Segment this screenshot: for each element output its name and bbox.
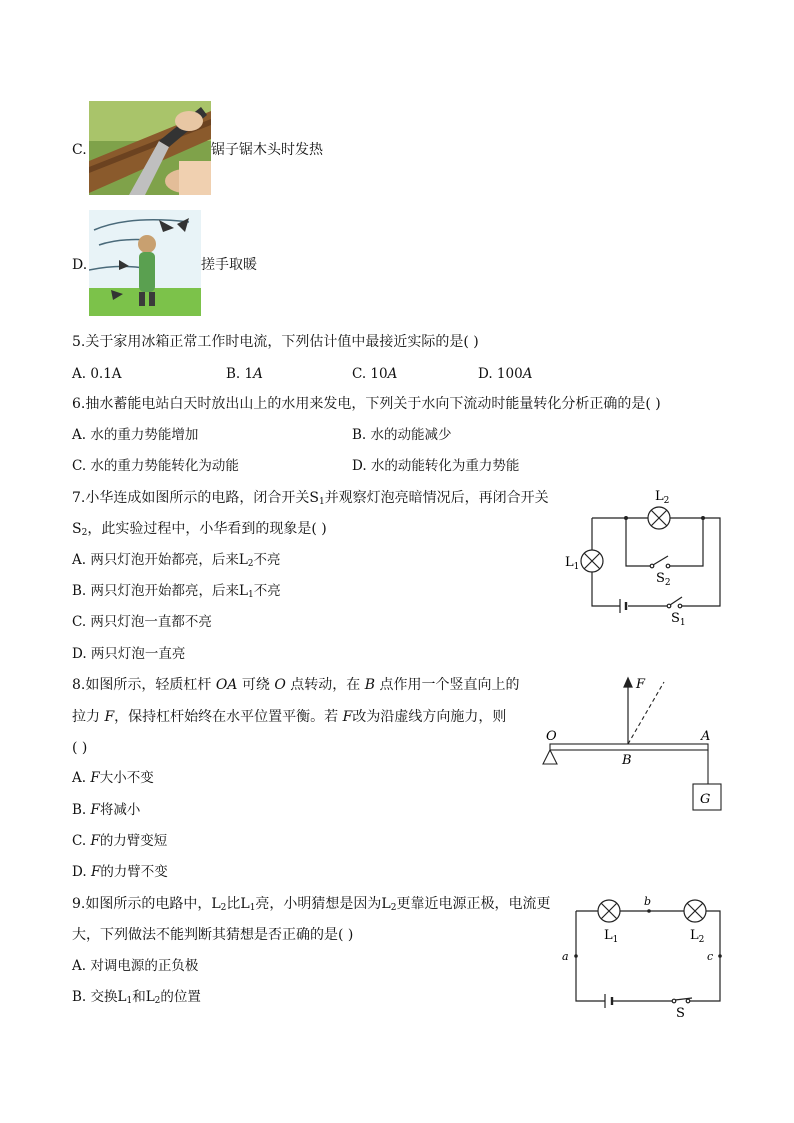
rub-hands-image	[89, 210, 201, 316]
saw-wood-image	[89, 101, 211, 195]
q8-option-b: B. F将减小	[72, 802, 141, 818]
label-f: F	[636, 677, 646, 692]
label-b: B	[622, 753, 632, 768]
point-a-dot	[574, 954, 578, 958]
q9-option-b: B. 交换$L_1$和$L_2$的位置	[72, 989, 201, 1006]
q8-stem-line1: 8.如图所示，轻质杠杆 OA 可绕 O 点转动，在 B 点作用一个竖直向上的	[72, 677, 520, 693]
point-b-dot	[647, 909, 651, 913]
option-d-text: 搓手取暖	[201, 257, 257, 273]
q9-stem-line2: 大，下列做法不能判断其猜想是否正确的是( )	[72, 927, 354, 943]
label-l1: $L_1$	[565, 555, 580, 572]
q7-option-b: B. 两只灯泡开始都亮，后来$L_1$不亮	[72, 583, 281, 600]
dashed-force-line	[628, 682, 664, 744]
q6-stem: 6.抽水蓄能电站白天时放出山上的水用来发电，下列关于水向下流动时能量转化分析正确的是( )	[72, 396, 661, 412]
option-d-label: D.	[72, 257, 88, 273]
q7-option-c: C. 两只灯泡一直都不亮	[72, 614, 212, 630]
q9-option-a: A. 对调电源的正负极	[72, 958, 199, 974]
q7-option-a: A. 两只灯泡开始都亮，后来$L_2$不亮	[72, 552, 281, 569]
q7-stem-line1: 7.小华连成如图所示的电路，闭合开关$S_1$并观察灯泡亮暗情况后，再闭合开关	[72, 490, 549, 507]
lamp-l1-icon	[598, 900, 620, 922]
label-l2: $L_2$	[690, 928, 705, 945]
q7-stem-line2: $S_2$，此实验过程中，小华看到的现象是( )	[72, 521, 327, 538]
label-a: A	[701, 729, 711, 744]
junction-dot	[624, 516, 628, 520]
q8-stem-line2: 拉力 F，保持杠杆始终在水平位置平衡。若 F改为沿虚线方向施力，则	[72, 709, 507, 725]
q8-stem-line3: ( )	[72, 740, 88, 756]
pivot-triangle	[543, 750, 557, 764]
q7-circuit-diagram	[560, 484, 740, 630]
q8-option-d: D. F的力臂不变	[72, 864, 168, 880]
label-a: a	[562, 950, 569, 963]
q5-stem: 5.关于家用冰箱正常工作时电流，下列估计值中最接近实际的是( )	[72, 334, 479, 350]
q6-option-b: B. 水的动能减少	[352, 427, 452, 443]
q9-circuit-diagram	[556, 893, 736, 1021]
option-c-label: C.	[72, 142, 87, 158]
switch-s2-icon	[650, 556, 670, 568]
label-l2: $L_2$	[655, 489, 670, 506]
label-b: b	[644, 895, 652, 908]
q8-lever-diagram	[536, 672, 726, 818]
label-o: O	[546, 729, 557, 744]
switch-s-icon	[672, 998, 692, 1003]
q5-option-b: B. 1A	[226, 366, 263, 382]
junction-dot	[701, 516, 705, 520]
label-s: S	[676, 1006, 685, 1021]
q5-option-c: C. 10A	[352, 366, 398, 382]
q9-stem-line1: 9.如图所示的电路中，$L_2$比$L_1$亮，小明猜想是因为$L_2$更靠近电源正极，电流更	[72, 896, 551, 913]
lever-bar	[550, 744, 708, 750]
q5-option-a: A. 0.1A	[72, 366, 122, 382]
label-g: G	[700, 792, 711, 807]
battery-icon	[605, 994, 612, 1008]
q7-option-d: D. 两只灯泡一直亮	[72, 646, 186, 662]
label-c: c	[707, 950, 714, 963]
force-arrow	[624, 678, 632, 744]
switch-s1-icon	[667, 597, 682, 608]
battery-icon	[620, 599, 626, 613]
q6-option-a: A. 水的重力势能增加	[72, 427, 199, 443]
lamp-l2-icon	[648, 507, 670, 529]
q6-option-d: D. 水的动能转化为重力势能	[352, 458, 520, 474]
lamp-l2-icon	[684, 900, 706, 922]
q8-option-a: A. F大小不变	[72, 770, 154, 786]
label-s2: $S_2$	[656, 571, 671, 588]
option-c-text: 锯子锯木头时发热	[211, 142, 323, 158]
q8-option-c: C. F的力臂变短	[72, 833, 168, 849]
q5-option-d: D. 100A	[478, 366, 533, 382]
lamp-l1-icon	[581, 550, 603, 572]
point-c-dot	[718, 954, 722, 958]
label-l1: $L_1$	[604, 928, 619, 945]
q6-option-c: C. 水的重力势能转化为动能	[72, 458, 239, 474]
label-s1: $S_1$	[671, 611, 686, 628]
